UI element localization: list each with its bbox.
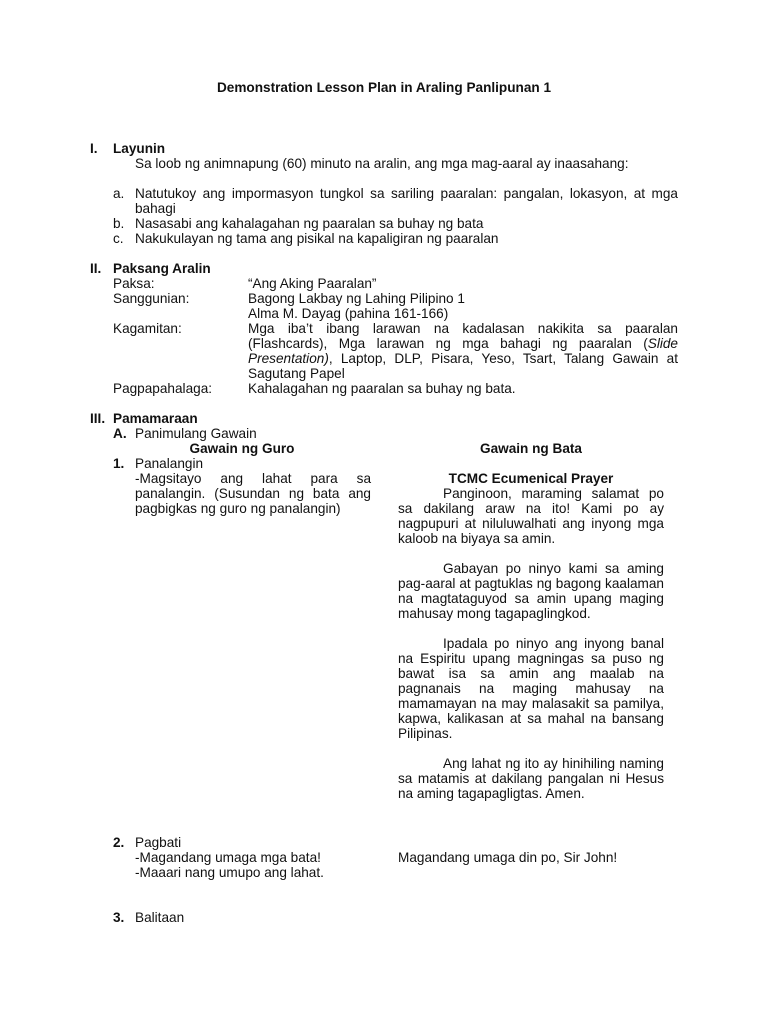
- pagpapahalaga-label: Pagpapahalaga:: [113, 381, 213, 396]
- objective-text: Nasasabi ang kahalagahan ng paaralan sa buhay ng bata: [135, 216, 484, 231]
- kagamitan-label: Kagamitan:: [113, 321, 182, 336]
- item-1-text: -Magsitayo ang lahat para sa panalangin. (Susundan ng bata ang pagbigkas ng guro ng panalangin): [135, 471, 371, 516]
- objective-letter: c.: [113, 231, 124, 246]
- prayer-paragraph: Panginoon, maraming salamat po sa dakilang araw na ito! Kami po ay nagpupuri at niluluwalhati ang inyong mga kaloob na biyaya sa amin.: [398, 486, 664, 546]
- objectives-list: [90, 186, 680, 246]
- item-2-response: Magandang umaga din po, Sir John!: [398, 850, 618, 865]
- paksa-label: Paksa:: [113, 276, 155, 291]
- objective-item: [90, 231, 680, 246]
- section-1-numeral: I.: [90, 141, 98, 156]
- subsection-a-letter: A.: [113, 426, 127, 441]
- prayer-paragraph: Ang lahat ng ito ay hinihiling naming sa matamis at dakilang pangalan ni Hesus na aming tagapagligtas. Amen.: [398, 756, 664, 801]
- objective-letter: a.: [113, 186, 125, 201]
- section-2-numeral: II.: [90, 261, 102, 276]
- item-1-label: Panalangin: [135, 456, 204, 471]
- item-2-line-2: -Maaari nang umupo ang lahat.: [135, 865, 324, 880]
- section-3-numeral: III.: [90, 411, 106, 426]
- section-1-intro: [90, 156, 678, 171]
- column-header-bata: Gawain ng Bata: [480, 441, 582, 456]
- item-3-number: 3.: [113, 910, 125, 925]
- prayer-body: [398, 486, 664, 801]
- item-2-label: Pagbati: [135, 835, 182, 850]
- subsection-a-heading: Panimulang Gawain: [135, 426, 257, 441]
- sanggunian-label: Sanggunian:: [113, 291, 190, 306]
- prayer-paragraph: Gabayan po ninyo kami sa aming pag-aaral at pagtuklas ng bagong kaalaman na magtataguyod sa amin upang maging mahusay mong tagapaglingkod.: [398, 561, 664, 621]
- objective-text: Natutukoy ang impormasyon tungkol sa sariling paaralan: pangalan, lokasyon, at mga bahagi: [135, 186, 678, 216]
- objective-item: [90, 186, 680, 216]
- sanggunian-value-line2: Alma M. Dayag (pahina 161-166): [248, 306, 449, 321]
- kagamitan-text-1: Mga iba’t ibang larawan na kadalasan nakikita sa paaralan (Flashcards), Mga larawan ng mga bahagi ng paaralan (: [248, 321, 678, 351]
- kagamitan-value: [248, 321, 678, 381]
- objective-item: [90, 216, 680, 231]
- item-1-number: 1.: [113, 456, 125, 471]
- section-1-heading: Layunin: [113, 141, 166, 156]
- kagamitan-text-2: , Laptop, DLP, Pisara, Yeso, Tsart, Talang Gawain at Sagutang Papel: [248, 351, 678, 381]
- item-1-instructions: [135, 471, 371, 516]
- objective-text: Nakukulayan ng tama ang pisikal na kapaligiran ng paaralan: [135, 231, 499, 246]
- section-3-heading: Pamamaraan: [113, 411, 198, 426]
- item-3-label: Balitaan: [135, 910, 185, 925]
- column-header-guro: Gawain ng Guro: [189, 441, 295, 456]
- prayer-title: TCMC Ecumenical Prayer: [448, 471, 614, 486]
- paksa-value: “Ang Aking Paaralan”: [248, 276, 377, 291]
- pagpapahalaga-value: Kahalagahan ng paaralan sa buhay ng bata.: [248, 381, 516, 396]
- item-2-number: 2.: [113, 835, 125, 850]
- prayer-paragraph: Ipadala po ninyo ang inyong banal na Espiritu upang magningas sa puso ng bawat isa sa amin ang maalab na pagnanais na maging mahusay na mamamayan na may malasakit sa pamilya, kapwa, kalikasan at sa mahal na bansang Pilipinas.: [398, 636, 664, 741]
- kagamitan-text-italic: Slide Presentation): [248, 336, 678, 366]
- section-2-heading: Paksang Aralin: [113, 261, 211, 276]
- page-title: Demonstration Lesson Plan in Araling Panlipunan 1: [216, 80, 552, 95]
- intro-text: Sa loob ng animnapung (60) minuto na aralin, ang mga mag-aaral ay inaasahang:: [135, 156, 629, 171]
- sanggunian-value-line1: Bagong Lakbay ng Lahing Pilipino 1: [248, 291, 465, 306]
- objective-letter: b.: [113, 216, 125, 231]
- item-2-line-1: -Magandang umaga mga bata!: [135, 850, 321, 865]
